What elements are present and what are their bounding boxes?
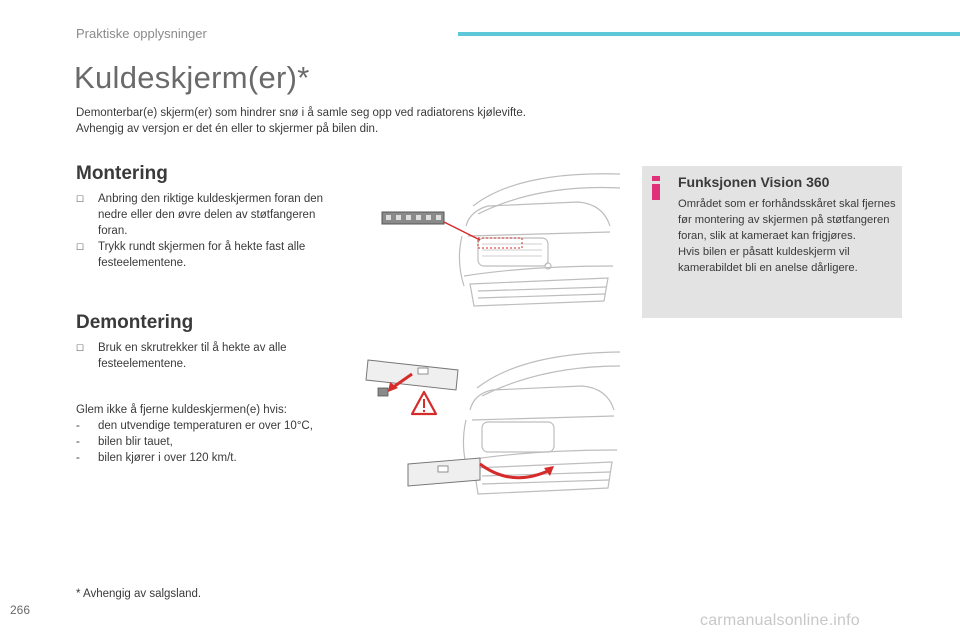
demontering-step-1-text: Bruk en skrutrekker til å hekte av alle festeelementene. xyxy=(98,342,287,370)
info-box-paragraph: Hvis bilen er påsatt kuldeskjerm vil kamerabildet bli en anelse dårligere. xyxy=(678,246,858,274)
reminder-item: - bilen blir tauet, xyxy=(76,436,173,448)
checkbox-bullet-icon: ☐ xyxy=(76,343,85,353)
removal-illustration xyxy=(362,348,620,498)
heading-demontering: Demontering xyxy=(76,312,194,333)
heading-montering: Montering xyxy=(76,163,168,184)
screen-panel-bottom xyxy=(408,458,480,486)
montering-steps xyxy=(76,191,346,271)
warning-triangle-icon xyxy=(412,392,436,414)
footnote: * Avhengig av salgsland. xyxy=(76,588,202,600)
page-title: Kuldeskjerm(er)* xyxy=(74,60,310,95)
montering-step-1-text: Anbring den riktige kuldeskjermen foran den nedre eller den øvre delen av støtfangeren foran. xyxy=(98,193,324,237)
montering-step-1 xyxy=(76,191,346,239)
intro-line-1: Demonterbar(e) skjerm(er) som hindrer snø i å samle seg opp ved radiatorens kjølevifte. xyxy=(76,107,526,119)
cold-screen-part xyxy=(382,212,444,224)
reminder-item: - den utvendige temperaturen er over 10°C, xyxy=(76,420,313,432)
info-box-text xyxy=(678,196,898,276)
checkbox-bullet-icon: ☐ xyxy=(76,242,85,252)
info-box-vision360 xyxy=(642,166,902,318)
intro-text xyxy=(76,105,526,137)
info-box-title: Funksjonen Vision 360 xyxy=(678,174,830,190)
info-box-paragraph: Området som er forhåndsskåret skal fjernes før montering av skjermen på støtfangeren foran, slik at kameraet kan frigjøres. xyxy=(678,198,896,242)
montering-step-2 xyxy=(76,239,346,271)
mounting-illustration xyxy=(378,166,620,312)
reminder-item-text: den utvendige temperaturen er over 10°C, xyxy=(98,420,313,432)
reminder-lead: Glem ikke å fjerne kuldeskjermen(e) hvis: xyxy=(76,404,287,416)
header-accent-bar xyxy=(458,32,960,36)
removal-reminder xyxy=(76,402,356,466)
watermark: carmanualsonline.info xyxy=(700,612,860,629)
checkbox-bullet-icon: ☐ xyxy=(76,194,85,204)
montering-step-2-text: Trykk rundt skjermen for å hekte fast alle festeelementene. xyxy=(98,241,306,269)
info-icon xyxy=(652,176,660,200)
screwdriver-tip xyxy=(378,388,388,396)
demontering-steps xyxy=(76,340,346,372)
reminder-item: - bilen kjører i over 120 km/t. xyxy=(76,452,237,464)
page-number: 266 xyxy=(10,603,31,617)
reminder-item-text: bilen blir tauet, xyxy=(98,436,173,448)
intro-line-2: Avhengig av versjon er det én eller to skjermer på bilen din. xyxy=(76,123,379,135)
demontering-step-1 xyxy=(76,340,346,372)
mounting-target-area xyxy=(478,238,522,248)
reminder-item-text: bilen kjører i over 120 km/t. xyxy=(98,452,237,464)
section-header: Praktiske opplysninger xyxy=(76,26,207,41)
